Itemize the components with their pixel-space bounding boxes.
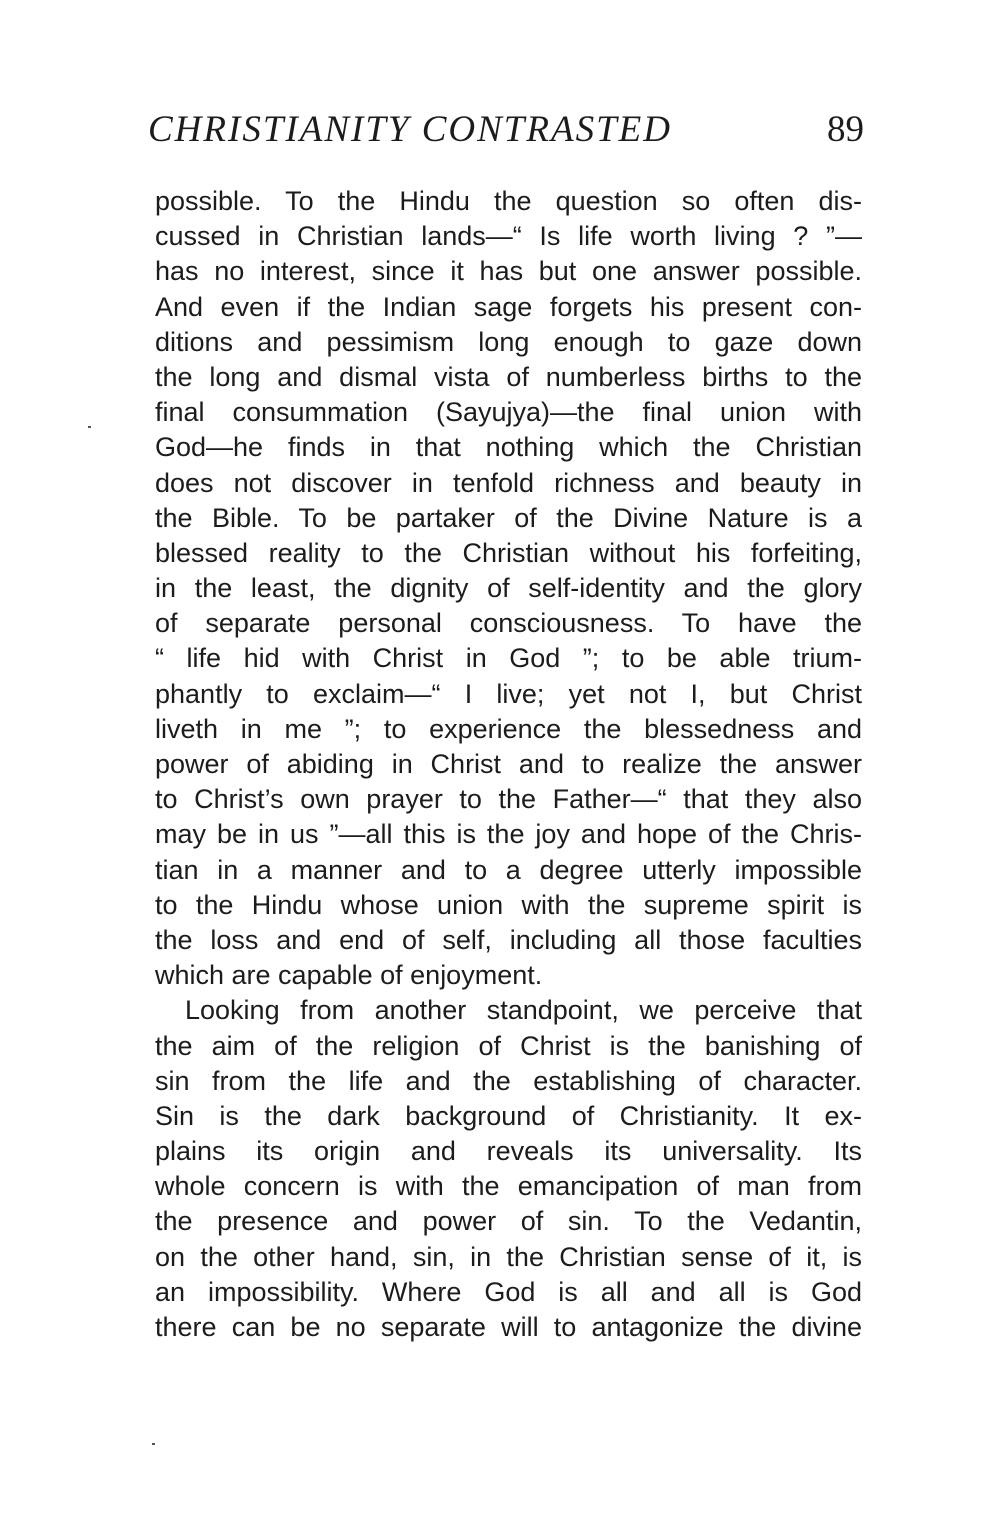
text-line: an impossibility. Where God is all and all is God: [155, 1276, 862, 1307]
text-line: the aim of the religion of Christ is the banishing of: [155, 1030, 862, 1061]
scan-speck: [88, 426, 91, 428]
text-line: the loss and end of self, including all those faculties: [155, 924, 862, 955]
text-line: the Bible. To be partaker of the Divine Nature is a: [155, 502, 862, 533]
text-line: there can be no separate will to antagonize the divine: [155, 1312, 862, 1342]
page-number: 89: [827, 109, 864, 150]
text-line: tian in a manner and to a degree utterly impossible: [155, 854, 862, 885]
paragraph-end-line: which are capable of enjoyment.: [155, 960, 543, 991]
text-line: to the Hindu whose union with the supreme spirit is: [155, 889, 862, 920]
text-line: does not discover in tenfold richness and beauty in: [155, 467, 862, 498]
text-line: has no interest, since it has but one answer possible.: [155, 256, 862, 287]
text-line: the presence and power of sin. To the Vedantin,: [155, 1206, 862, 1237]
text-line: the long and dismal vista of numberless births to the: [155, 361, 862, 392]
text-line: And even if the Indian sage forgets his present con-: [155, 291, 862, 322]
running-title: CHRISTIANITY CONTRASTED: [148, 109, 672, 150]
text-line: sin from the life and the establishing of character.: [155, 1065, 862, 1096]
text-line: phantly to exclaim—“ I live; yet not I, but Christ: [155, 678, 862, 709]
text-line: liveth in me ”; to experience the blessedness and: [155, 713, 862, 744]
text-line: plains its origin and reveals its universality. Its: [155, 1136, 862, 1167]
text-line: cussed in Christian lands—“ Is life worth living ? ”—: [155, 221, 862, 252]
text-line: possible. To the Hindu the question so often dis-: [155, 186, 862, 216]
body-text: [155, 184, 862, 1345]
text-line: blessed reality to the Christian without his forfeiting,: [155, 537, 862, 568]
page-header: [148, 108, 868, 158]
text-line: to Christ’s own prayer to the Father—“ that they also: [155, 784, 862, 815]
text-line: on the other hand, sin, in the Christian sense of it, is: [155, 1241, 862, 1272]
text-line: Sin is the dark background of Christianity. It ex-: [155, 1100, 862, 1131]
text-line: God—he finds in that nothing which the Christian: [155, 432, 862, 463]
text-line: whole concern is with the emancipation of man from: [155, 1171, 862, 1202]
text-line: ditions and pessimism long enough to gaze down: [155, 326, 862, 357]
text-line: “ life hid with Christ in God ”; to be able trium-: [155, 643, 862, 674]
text-line: may be in us ”—all this is the joy and hope of the Chris-: [155, 819, 862, 850]
text-line: in the least, the dignity of self-identity and the glory: [155, 573, 862, 604]
text-line: final consummation (Sayujya)—the final union with: [155, 397, 862, 428]
scan-speck: [152, 1443, 155, 1445]
text-line: of separate personal consciousness. To have the: [155, 608, 862, 639]
paragraph-start-line: Looking from another standpoint, we perceive that: [185, 995, 862, 1026]
text-line: power of abiding in Christ and to realize the answer: [155, 749, 862, 779]
